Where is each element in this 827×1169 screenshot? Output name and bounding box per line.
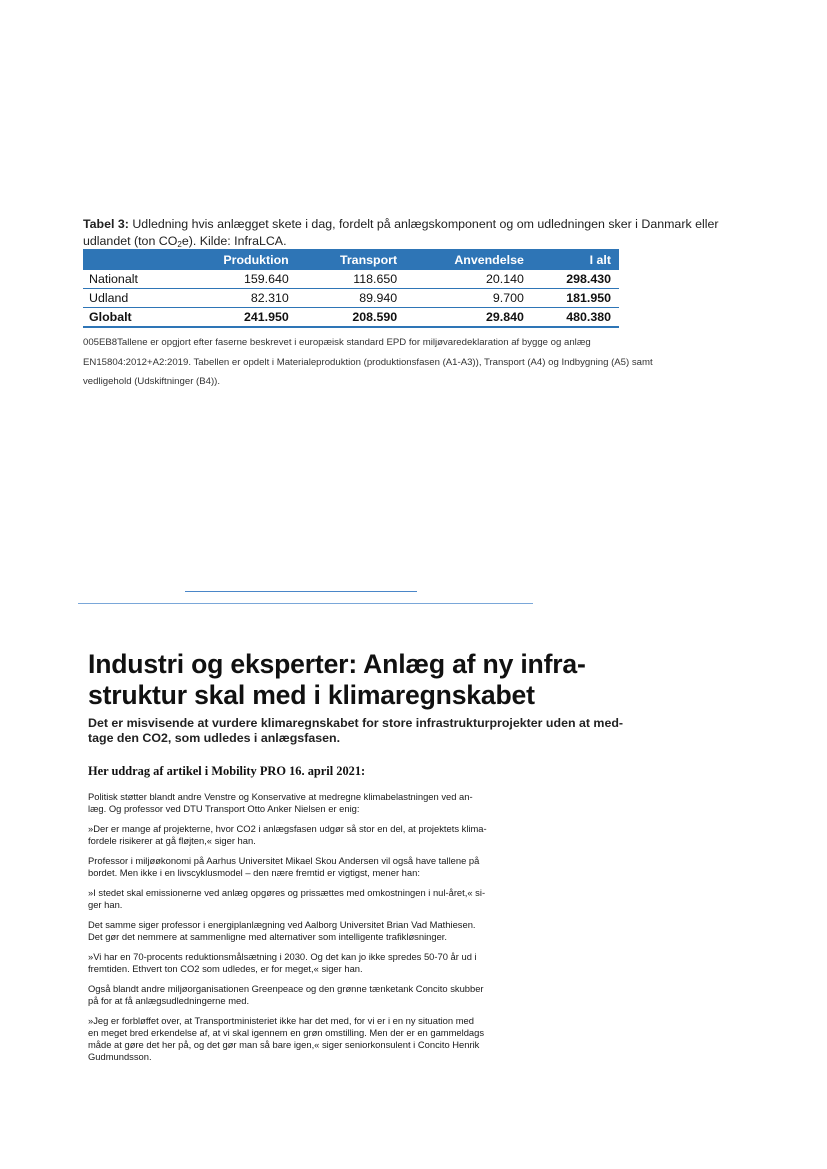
paragraph-line: fremtiden. Ethvert ton CO2 som udledes, er for meget,« siger han. [88, 963, 363, 974]
table-cell: 118.650 [297, 270, 405, 289]
paragraph-line: fordele risikerer at gå fløjten,« siger han. [88, 835, 256, 846]
paragraph-line: bordet. Men ikke i en livscyklusmodel – den nære fremtid er vigtigst, mener han: [88, 867, 420, 878]
emissions-table [83, 249, 619, 328]
table-cell: 159.640 [176, 270, 297, 289]
paragraph-line: Også blandt andre miljøorganisationen Greenpeace og den grønne tænketank Concito skubber [88, 983, 484, 994]
header-transport: Transport [297, 249, 405, 270]
header-anvendelse: Anvendelse [405, 249, 532, 270]
subhead-line: tage den CO2, som udledes i anlægsfasen. [88, 730, 341, 745]
note-line: 005EB8Tallene er opgjort efter faserne beskrevet i europæisk standard EPD for miljøvaredeklaration af bygge og anlæg [83, 337, 591, 348]
table-cell: 208.590 [297, 308, 405, 328]
paragraph-line: Det gør det nemmere at sammenligne med alternativer som intelligente trafikløsninger. [88, 931, 448, 942]
table-caption [83, 216, 733, 253]
separator-line-long [78, 603, 533, 604]
table-row-udland [83, 289, 619, 308]
paragraph-line: Gudmundsson. [88, 1051, 152, 1062]
article-paragraph [88, 887, 608, 911]
table-cell: 241.950 [176, 308, 297, 328]
excerpt-label: Her uddrag af artikel i Mobility PRO 16. april 2021: [88, 764, 366, 778]
header-produktion: Produktion [176, 249, 297, 270]
paragraph-line: »I stedet skal emissionerne ved anlæg opgøres og prissættes med omkostningen i nul-året,« si- [88, 887, 486, 898]
caption-label: Tabel 3: [83, 217, 129, 231]
row-label: Udland [83, 289, 176, 308]
headline-line: struktur skal med i klimaregnskabet [88, 680, 535, 710]
article-subheading [88, 716, 688, 745]
table-cell-total: 298.430 [532, 270, 619, 289]
paragraph-line: »Jeg er forbløffet over, at Transportministeriet ikke har det med, for vi er i en ny situation med [88, 1015, 474, 1026]
caption-text: Udledning hvis anlægget skete i dag, fordelt på anlægskomponent og om udledningen sker i Danmark eller udlandet (ton CO [83, 217, 719, 248]
article-paragraph [88, 823, 608, 847]
paragraph-line: læg. Og professor ved DTU Transport Otto Anker Nielsen er enig: [88, 803, 360, 814]
article-paragraph [88, 1015, 608, 1063]
table-cell-total: 181.950 [532, 289, 619, 308]
table-header-row [83, 249, 619, 270]
article-headline [88, 649, 688, 711]
paragraph-line: ger han. [88, 899, 123, 910]
table-cell: 29.840 [405, 308, 532, 328]
note-line: EN15804:2012+A2:2019. Tabellen er opdelt i Materialeproduktion (produktionsfasen (A1-A3)), Transport (A4) og Indbygning (A5) samt [83, 356, 653, 368]
note-line: vedligehold (Udskiftninger (B4)). [83, 376, 221, 387]
table-cell-total: 480.380 [532, 308, 619, 328]
table-note [83, 333, 743, 392]
caption-text-end: e). Kilde: InfraLCA. [181, 234, 287, 248]
table-cell: 82.310 [176, 289, 297, 308]
row-label: Nationalt [83, 270, 176, 289]
table-cell: 9.700 [405, 289, 532, 308]
table-cell: 20.140 [405, 270, 532, 289]
article-paragraph [88, 791, 608, 815]
table-cell: 89.940 [297, 289, 405, 308]
paragraph-line: Professor i miljøøkonomi på Aarhus Universitet Mikael Skou Andersen vil også have tallene på [88, 855, 480, 866]
paragraph-line: Politisk støtter blandt andre Venstre og Konservative at medregne klimabelastningen ved an- [88, 791, 473, 802]
headline-line: Industri og eksperter: Anlæg af ny infra- [88, 649, 586, 679]
header-empty [83, 249, 176, 270]
subhead-line: Det er misvisende at vurdere klimaregnskabet for store infrastrukturprojekter uden at med- [88, 716, 624, 730]
article-paragraph [88, 855, 608, 879]
article-paragraph [88, 983, 608, 1007]
article-body [88, 791, 608, 1071]
table-row-nationalt [83, 270, 619, 289]
table-row-globalt [83, 308, 619, 328]
article-paragraph [88, 919, 608, 943]
separator-line-short [185, 591, 417, 592]
paragraph-line: en meget bred erkendelse af, at vi skal igennem en grøn omstilling. Men der er en gammeldags [88, 1027, 485, 1038]
paragraph-line: måde at gøre det her på, og det gør man så bare igen,« siger seniorkonsulent i Concito Henrik [88, 1039, 480, 1050]
caption-subscript: 2 [177, 240, 182, 249]
article-paragraph [88, 951, 608, 975]
header-i-alt: I alt [532, 249, 619, 270]
paragraph-line: »Vi har en 70-procents reduktionsmålsætning i 2030. Og det kan jo ikke spredes 50-70 år ud i [88, 951, 477, 962]
paragraph-line: Det samme siger professor i energiplanlægning ved Aalborg Universitet Brian Vad Mathiesen. [88, 919, 476, 930]
paragraph-line: »Der er mange af projekterne, hvor CO2 i anlægsfasen udgør så stor en del, at projektets klima- [88, 823, 487, 834]
paragraph-line: på for at få anlægsudledningerne med. [88, 995, 250, 1006]
row-label: Globalt [83, 308, 176, 328]
